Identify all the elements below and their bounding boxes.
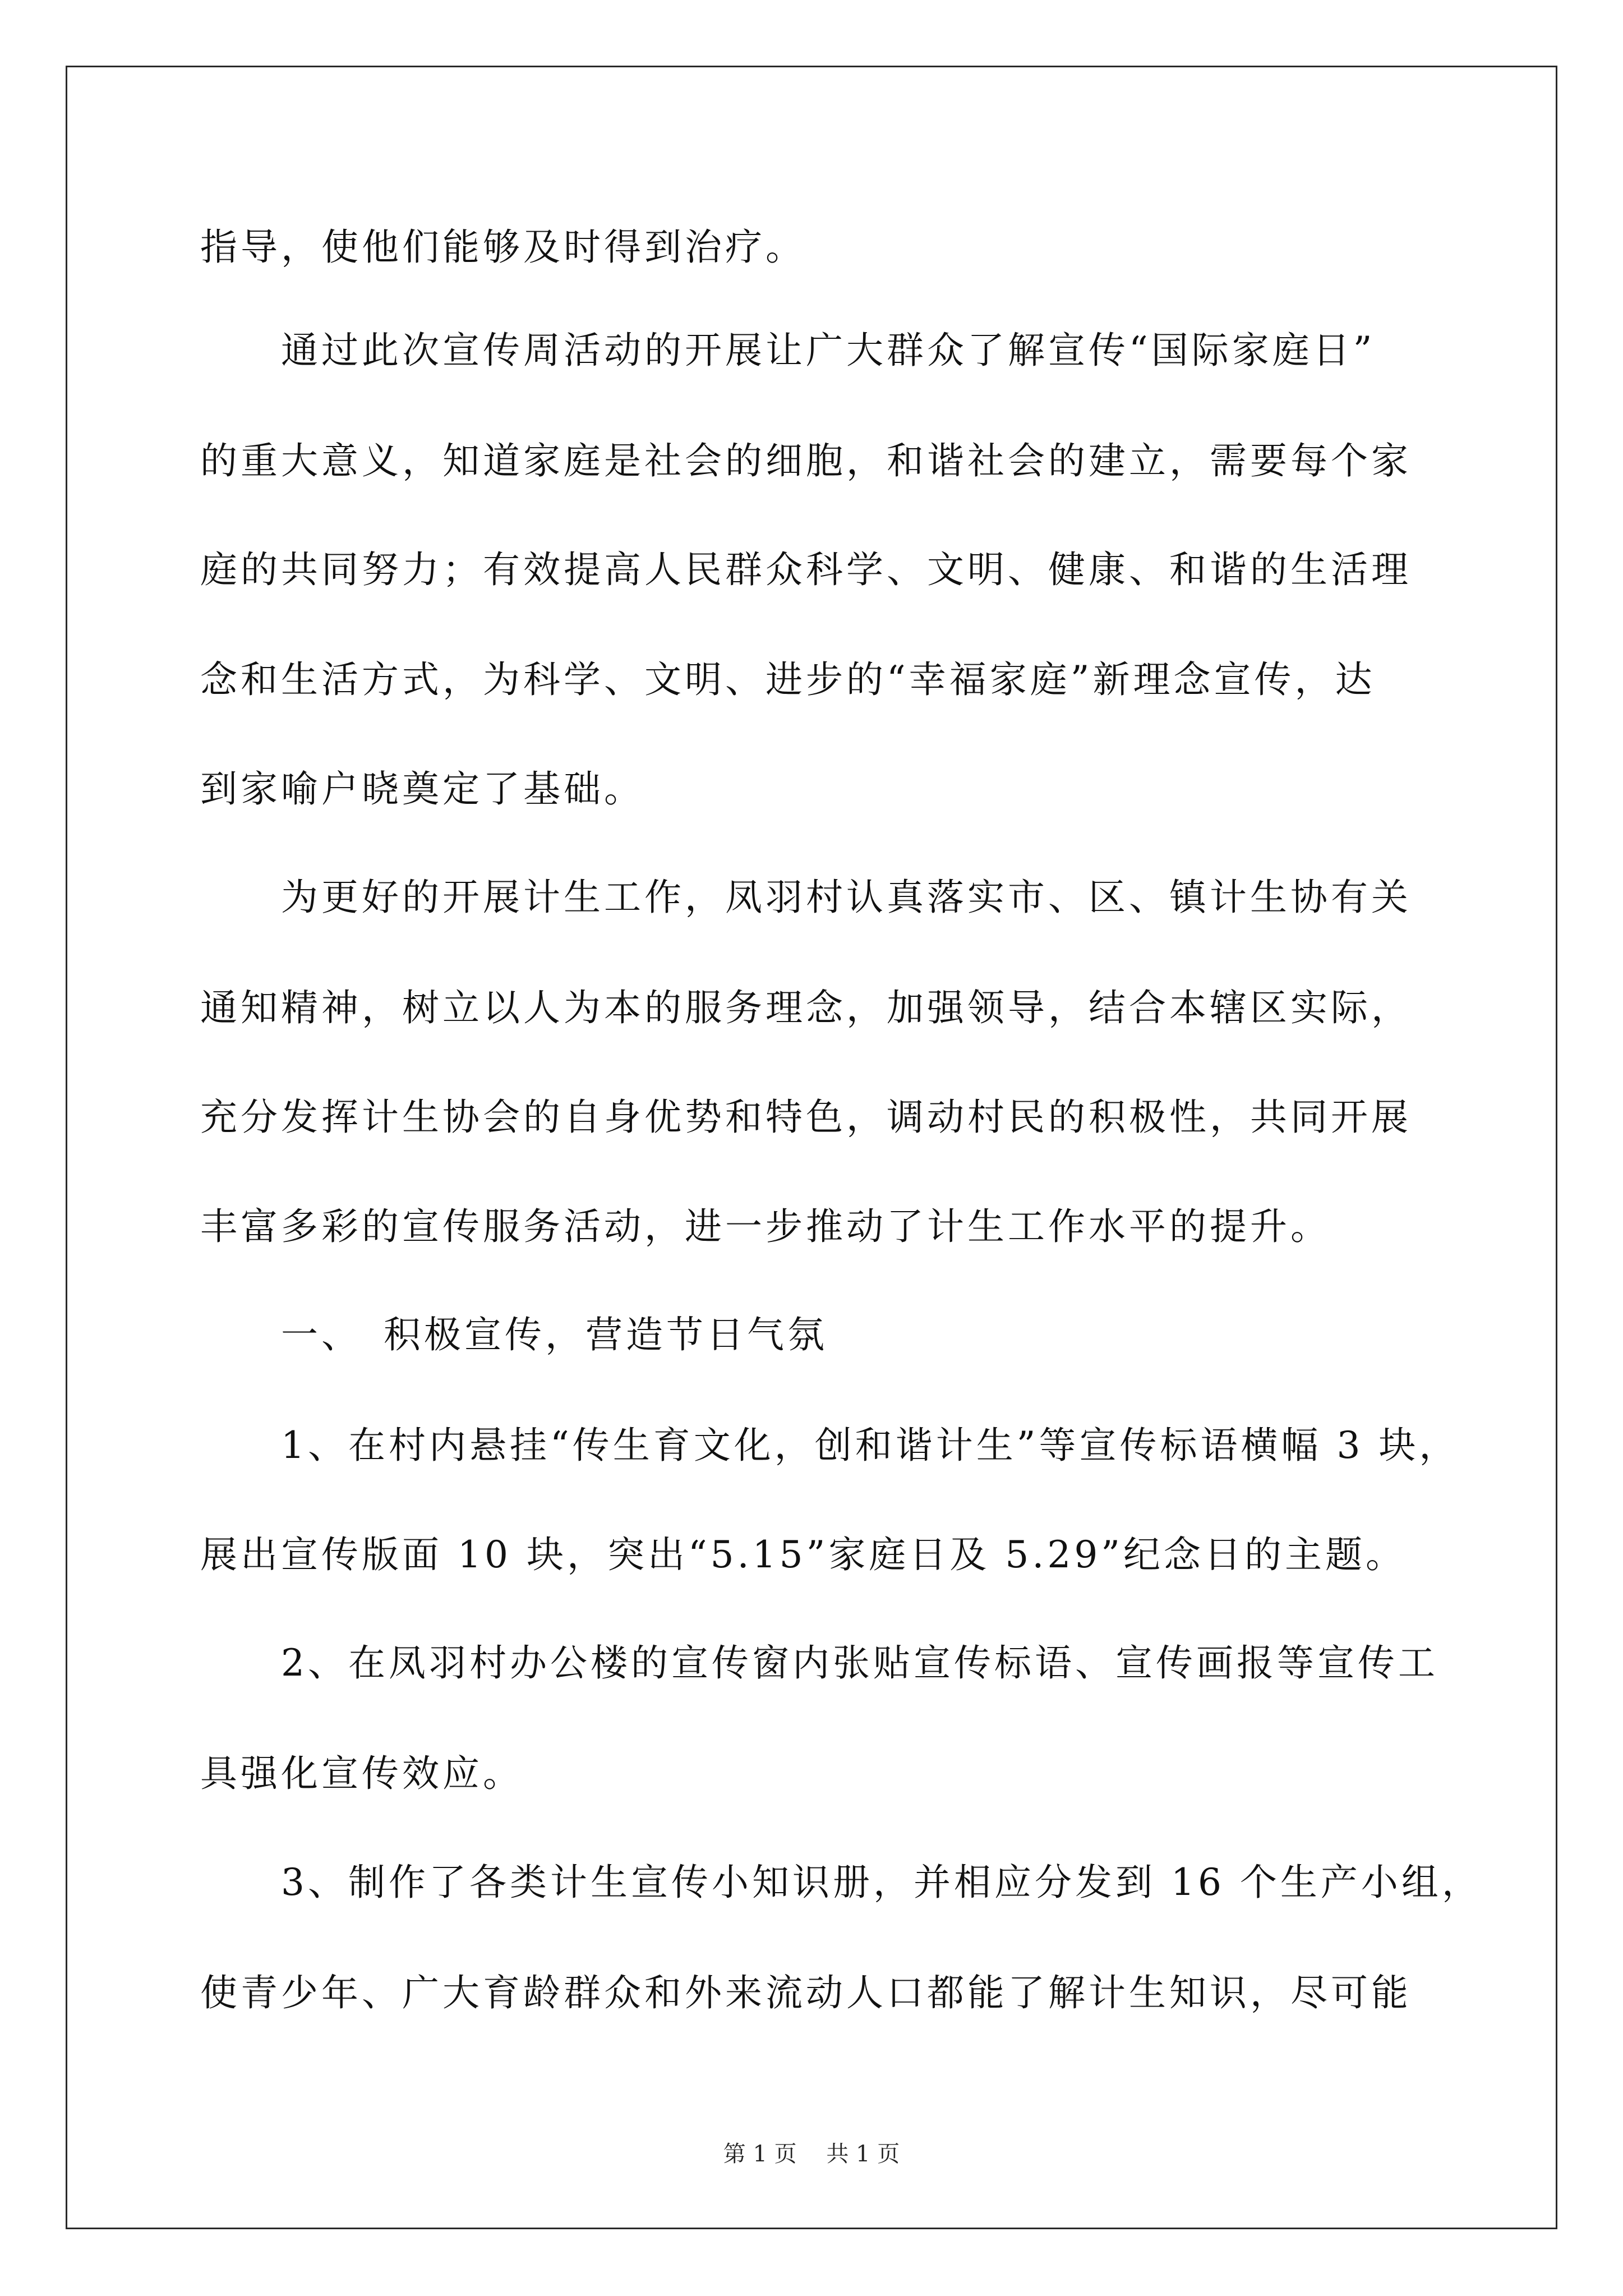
text-line: 的重大意义，知道家庭是社会的细胞，和谐社会的建立，需要每个家 — [200, 439, 1412, 482]
text-line: 丰富多彩的宣传服务活动，进一步推动了计生工作水平的提升。 — [200, 1205, 1331, 1248]
text-line: 通知精神，树立以人为本的服务理念，加强领导，结合本辖区实际， — [200, 986, 1412, 1029]
text-line: 庭的共同努力；有效提高人民群众科学、文明、健康、和谐的生活理 — [200, 548, 1412, 591]
text-line: 3、制作了各类计生宣传小知识册，并相应分发到 16 个生产小组， — [200, 1861, 1482, 1904]
text-line: 为更好的开展计生工作，凤羽村认真落实市、区、镇计生协有关 — [200, 876, 1412, 919]
text-line: 1、在村内悬挂“传生育文化，创和谐计生”等宣传标语横幅 3 块， — [200, 1424, 1460, 1467]
text-line: 念和生活方式，为科学、文明、进步的“幸福家庭”新理念宣传，达 — [200, 658, 1376, 701]
section-heading: 一、 积极宣传，营造节日气氛 — [200, 1313, 828, 1356]
text-line: 使青少年、广大育龄群众和外来流动人口都能了解计生知识，尽可能 — [200, 1971, 1412, 2014]
page-footer: 第 1 页 共 1 页 — [723, 2141, 900, 2167]
text-line: 到家喻户晓奠定了基础。 — [200, 767, 644, 811]
text-line: 充分发挥计生协会的自身优势和特色，调动村民的积极性，共同开展 — [200, 1096, 1412, 1139]
text-line: 具强化宣传效应。 — [200, 1752, 523, 1795]
text-line: 2、在凤羽村办公楼的宣传窗内张贴宣传标语、宣传画报等宣传工 — [200, 1641, 1438, 1685]
text-line: 展出宣传版面 10 块，突出“5.15”家庭日及 5.29”纪念日的主题。 — [200, 1533, 1407, 1576]
text-line: 指导，使他们能够及时得到治疗。 — [200, 226, 806, 269]
text-line: 通过此次宣传周活动的开展让广大群众了解宣传“国际家庭日” — [200, 329, 1376, 372]
